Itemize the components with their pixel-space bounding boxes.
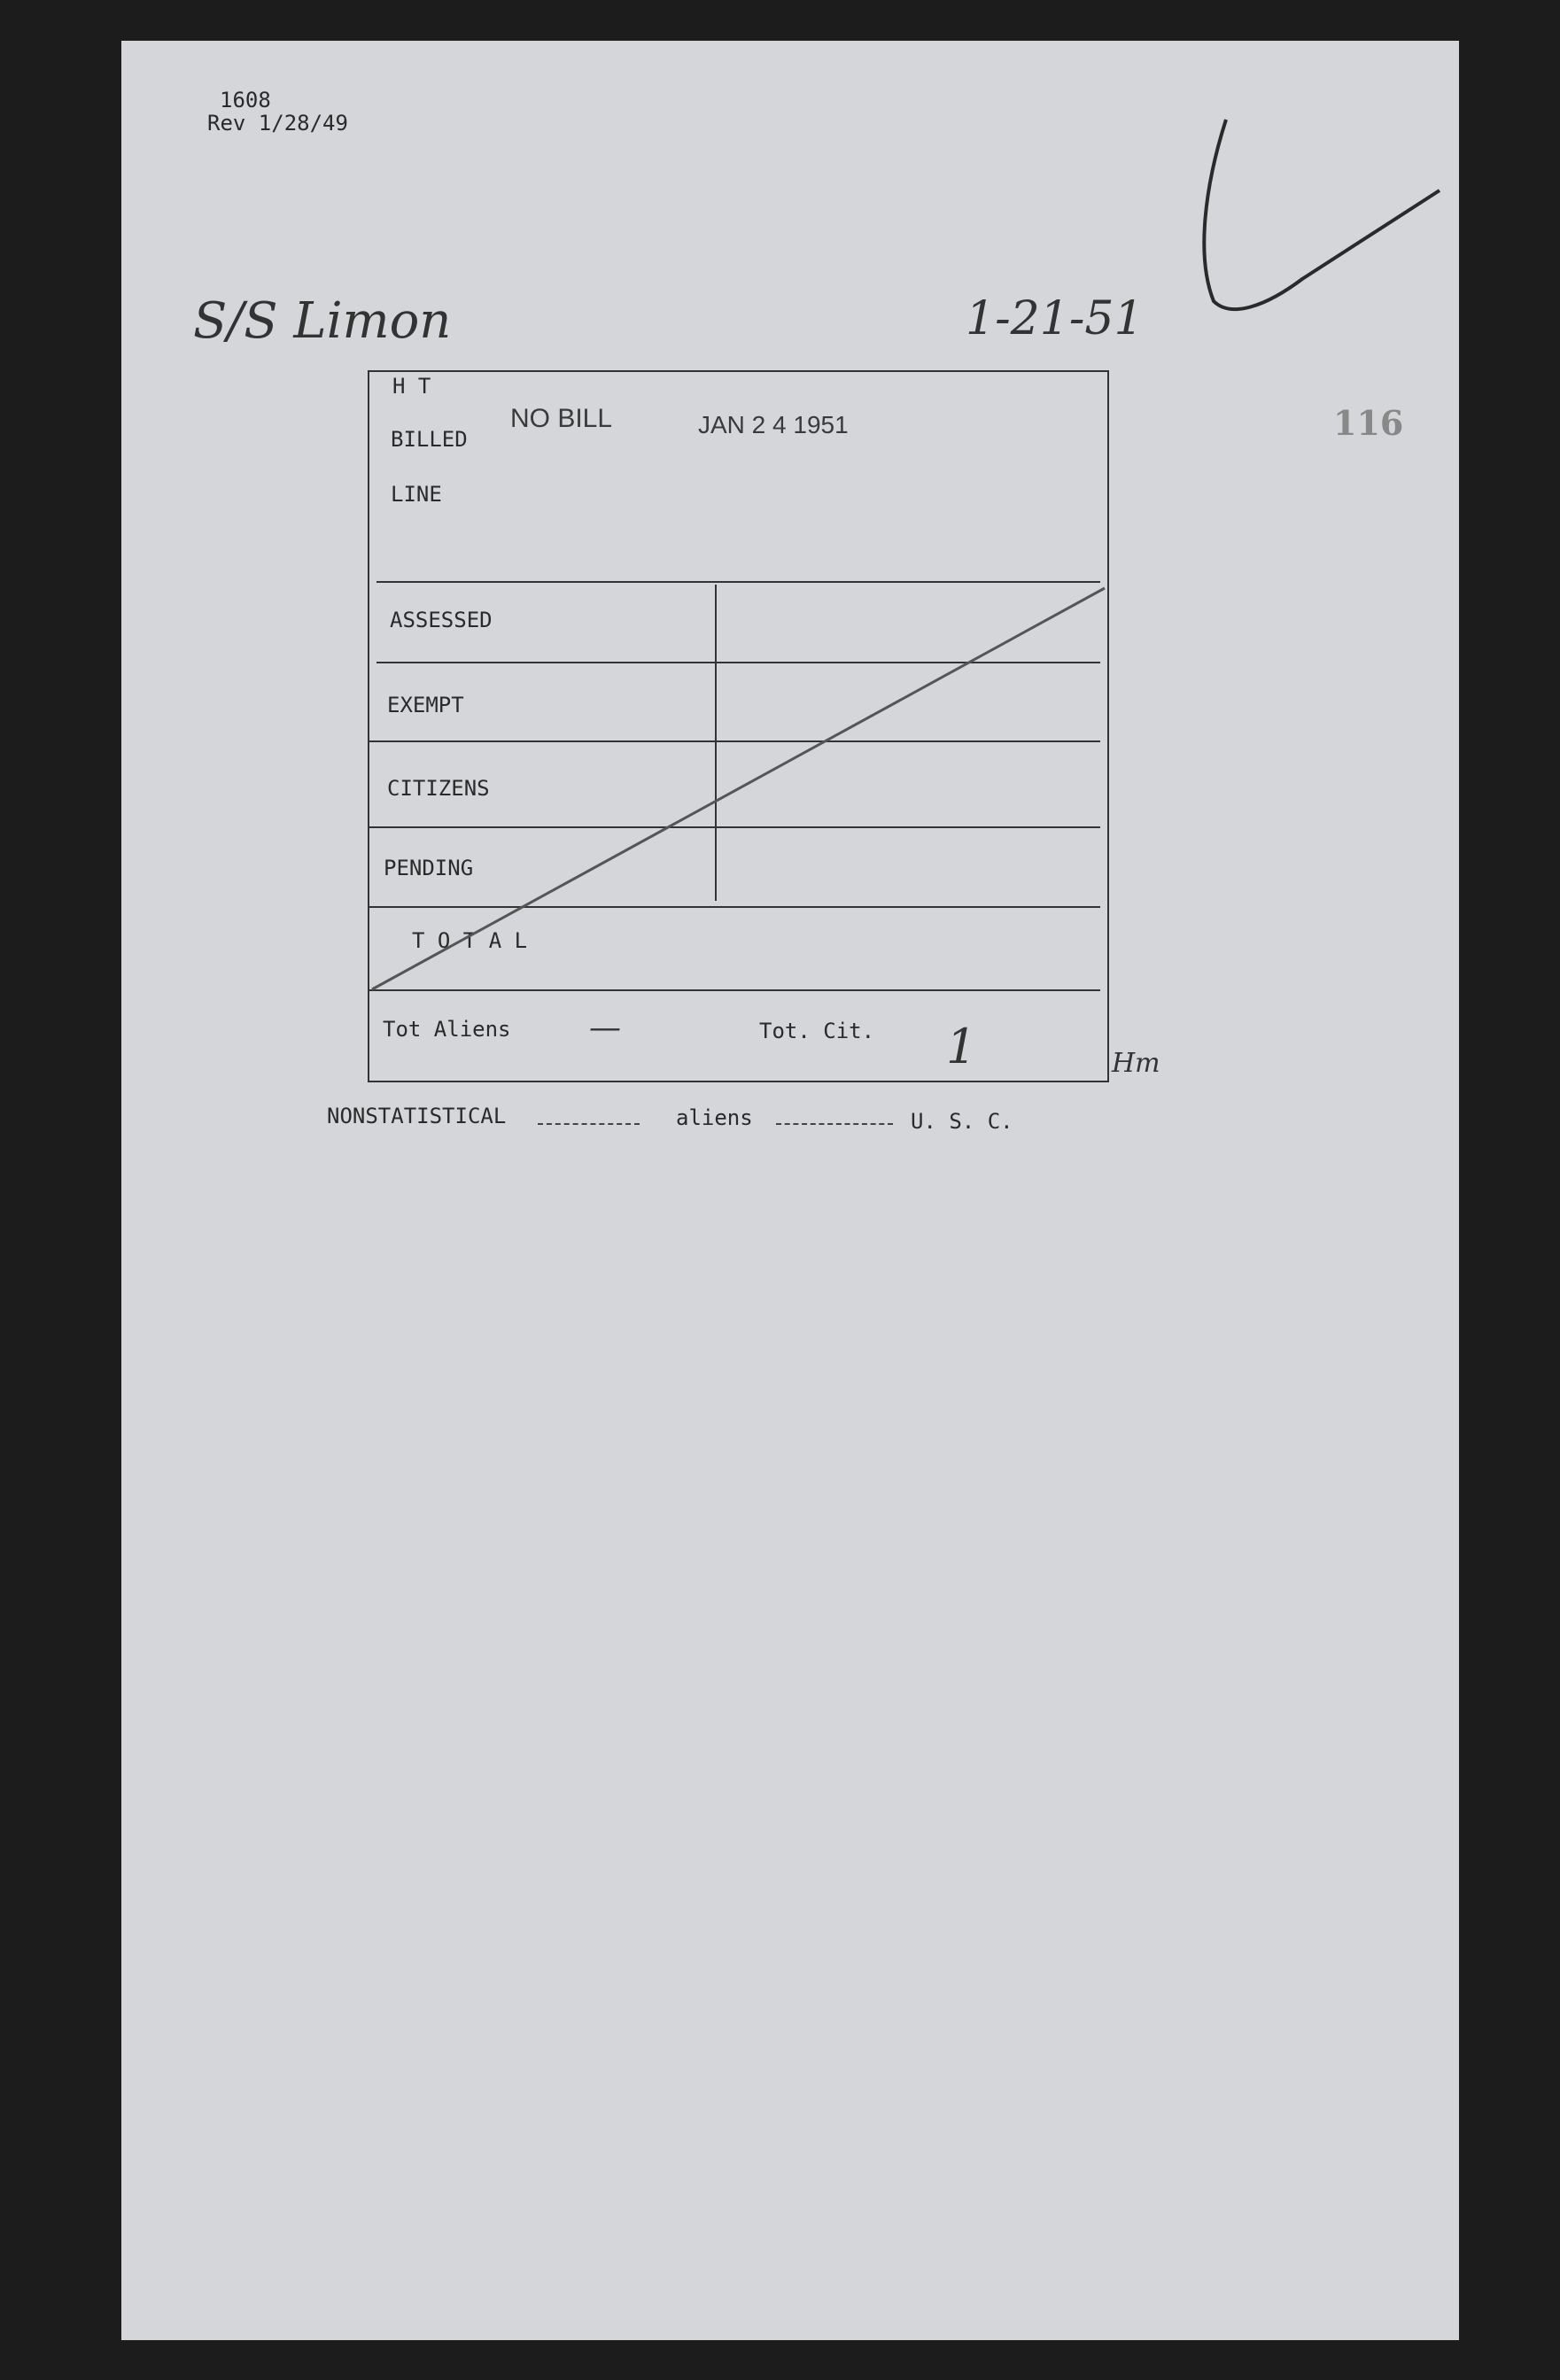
no-bill-stamp: NO BILL <box>510 404 613 433</box>
form-revision: Rev 1/28/49 <box>207 111 348 136</box>
tot-cit-label: Tot. Cit. <box>759 1019 875 1043</box>
row-label-exempt: EXEMPT <box>387 693 464 717</box>
aliens-label: aliens <box>676 1105 753 1130</box>
row-label-pending: PENDING <box>384 856 474 880</box>
initials: Hm <box>1112 1048 1160 1079</box>
row-label-citizens: CITIZENS <box>387 776 490 801</box>
form-number: 1608 <box>220 88 271 112</box>
label-billed: BILLED <box>391 427 468 452</box>
aliens-blank <box>776 1123 893 1125</box>
page-number: 116 <box>1333 403 1404 443</box>
ship-name: S/S Limon <box>193 292 452 350</box>
usc-label: U. S. C. <box>911 1109 1013 1134</box>
row-label-assessed: ASSESSED <box>390 608 493 632</box>
nonstatistical-blank <box>538 1123 640 1125</box>
label-line: LINE <box>391 482 442 507</box>
date-stamp: JAN 2 4 1951 <box>698 411 849 438</box>
nonstatistical-label: NONSTATISTICAL <box>327 1104 507 1128</box>
total-label: T O T A L <box>412 928 528 953</box>
tot-aliens-label: Tot Aliens <box>383 1017 511 1042</box>
tot-aliens-value: — <box>589 1010 621 1046</box>
tot-cit-value: 1 <box>946 1019 977 1074</box>
handwritten-date: 1-21-51 <box>966 292 1144 345</box>
label-ht: H T <box>392 374 431 399</box>
cancel-line <box>0 0 1560 1151</box>
